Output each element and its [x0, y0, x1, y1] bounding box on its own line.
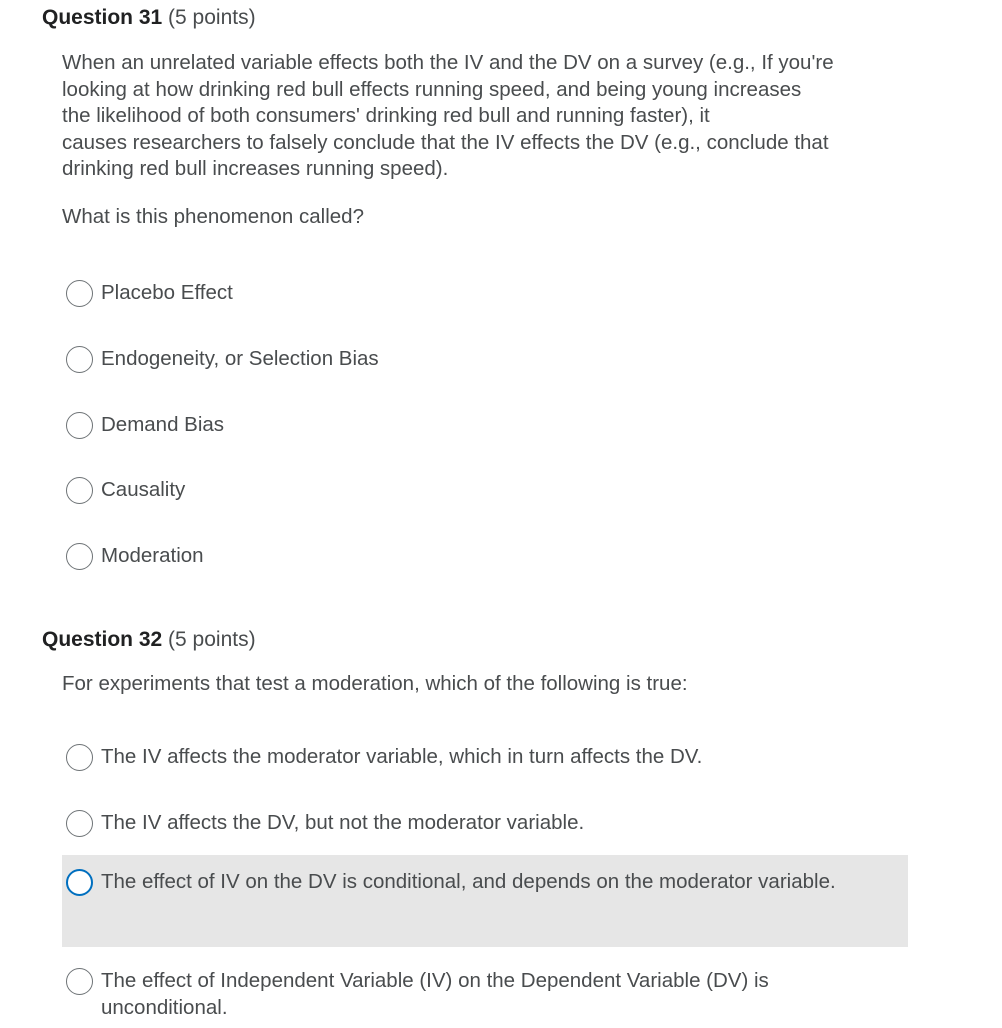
question-points: (5 points) — [168, 6, 256, 29]
answer-option-label: Demand Bias — [101, 413, 225, 436]
sub-prompt-text: What is this phenomenon called? — [62, 205, 364, 228]
question-header — [42, 6, 256, 30]
radio-button-icon[interactable] — [66, 280, 93, 307]
question-sub-prompt — [62, 204, 922, 231]
answer-option-label: The IV affects the DV, but not the moderator variable. — [101, 811, 585, 834]
prompt-line: drinking red bull increases running speed). — [62, 157, 449, 180]
question-title: Question 32 — [42, 628, 163, 651]
radio-button-icon[interactable] — [66, 744, 93, 771]
answer-option-unconditional-effect[interactable] — [62, 961, 908, 1028]
prompt-line: the likelihood of both consumers' drinking red bull and running faster), it — [62, 104, 710, 127]
answer-option-label: The effect of IV on the DV is conditional, and depends on the moderator variable. — [101, 870, 836, 893]
question-header — [42, 628, 256, 652]
answer-option-iv-affects-moderator[interactable] — [62, 737, 908, 778]
radio-button-icon[interactable] — [66, 412, 93, 439]
answer-option-label: Endogeneity, or Selection Bias — [101, 347, 379, 370]
answer-option-endogeneity[interactable] — [62, 339, 908, 380]
radio-button-icon[interactable] — [66, 968, 93, 995]
radio-button-icon[interactable] — [66, 477, 93, 504]
answer-option-label: The IV affects the moderator variable, which in turn affects the DV. — [101, 745, 703, 768]
answer-option-placebo-effect[interactable] — [62, 273, 908, 314]
answer-option-label: The effect of Independent Variable (IV) on the Dependent Variable (DV) is unconditional. — [101, 969, 769, 1019]
answer-option-label: Placebo Effect — [101, 281, 233, 304]
answer-option-causality[interactable] — [62, 470, 908, 511]
radio-button-icon[interactable] — [66, 543, 93, 570]
radio-button-icon[interactable] — [66, 869, 93, 896]
radio-button-icon[interactable] — [66, 346, 93, 373]
answer-option-conditional-effect[interactable] — [62, 855, 908, 947]
answer-option-moderation[interactable] — [62, 536, 908, 577]
prompt-line: looking at how drinking red bull effects running speed, and being young increases — [62, 77, 802, 101]
question-prompt — [62, 671, 922, 698]
radio-button-icon[interactable] — [66, 810, 93, 837]
question-title: Question 31 — [42, 6, 163, 29]
prompt-line: causes researchers to falsely conclude that the IV effects the DV (e.g., conclude that — [62, 130, 829, 154]
answer-option-iv-affects-dv-not-moderator[interactable] — [62, 803, 908, 844]
question-points: (5 points) — [168, 628, 256, 651]
prompt-line: When an unrelated variable effects both the IV and the DV on a survey (e.g., If you're — [62, 51, 834, 74]
answer-option-label: Moderation — [101, 544, 204, 567]
answer-option-demand-bias[interactable] — [62, 405, 908, 446]
answer-option-label: Causality — [101, 478, 186, 501]
question-prompt — [62, 50, 922, 183]
prompt-text: For experiments that test a moderation, which of the following is true: — [62, 672, 688, 695]
